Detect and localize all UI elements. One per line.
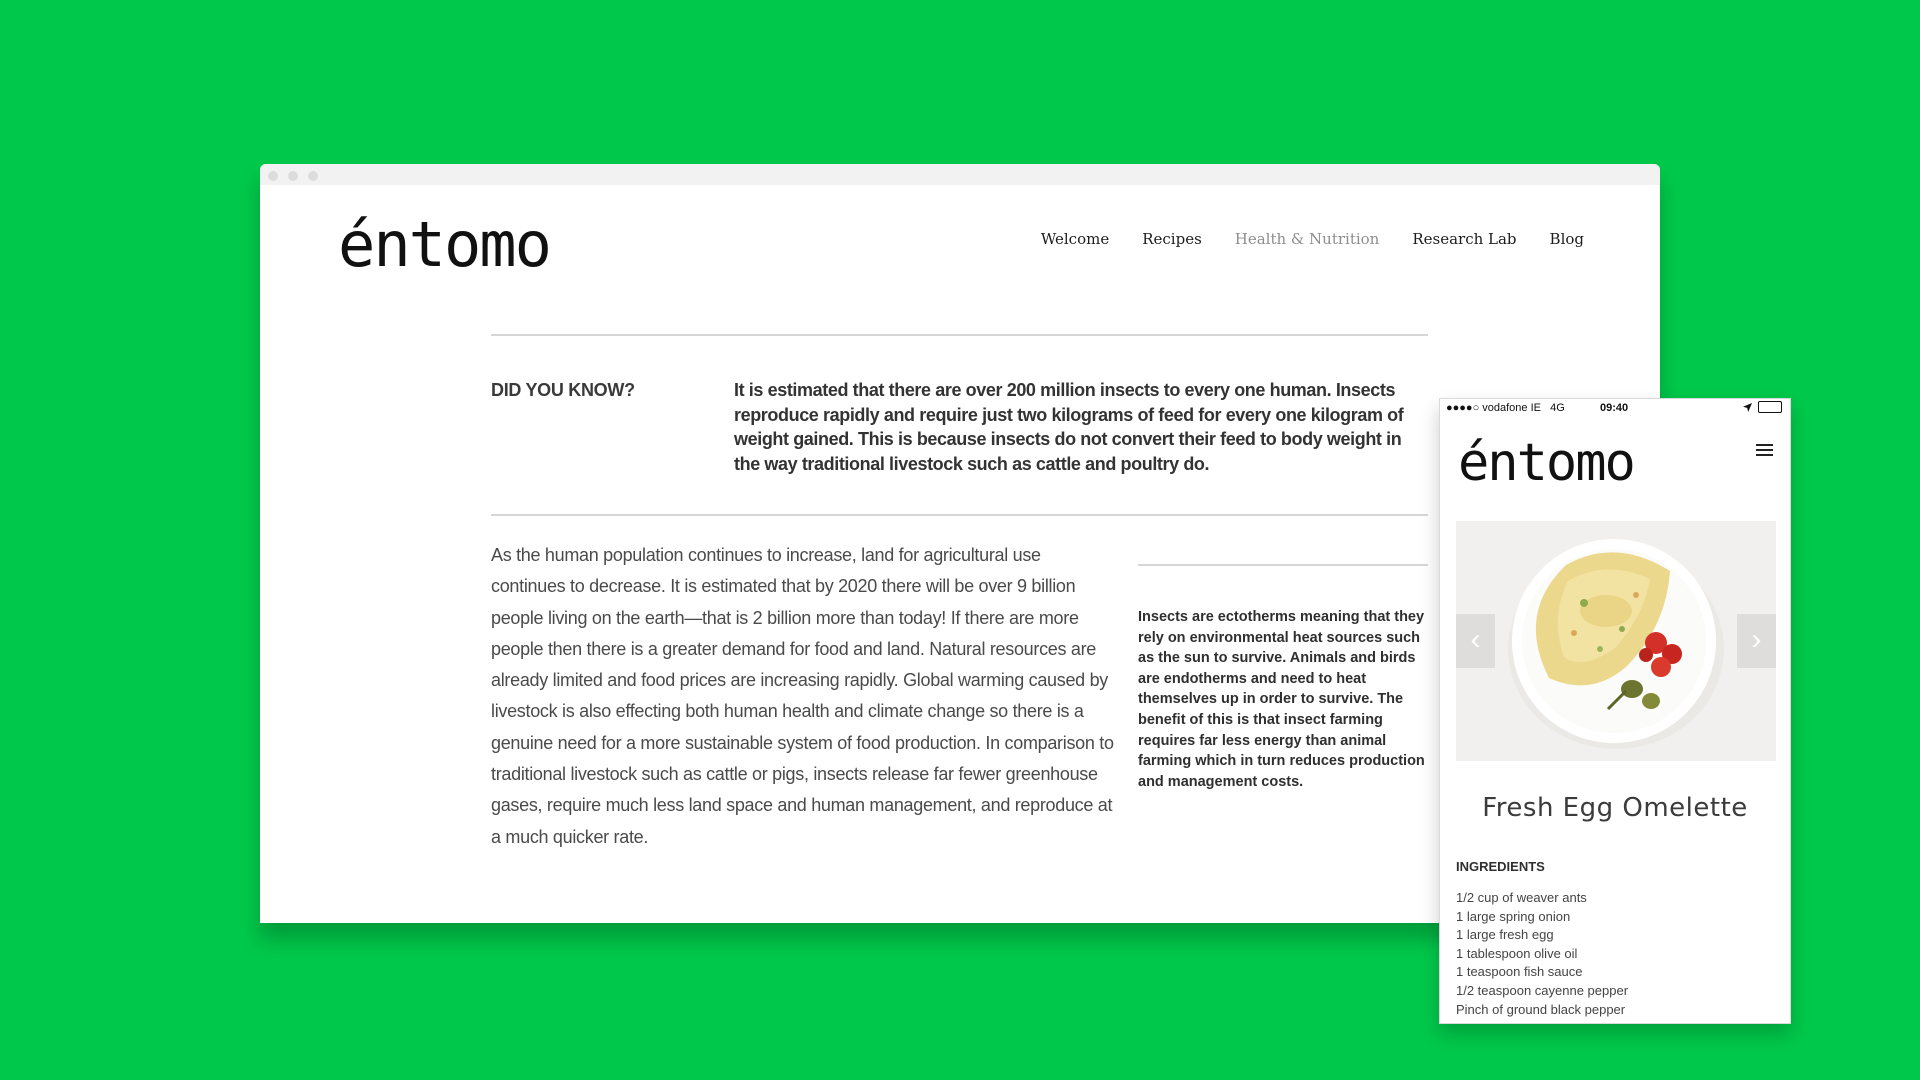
mobile-device (1439, 398, 1791, 1024)
main-nav (1041, 230, 1584, 248)
chevron-left-icon: ‹ (1470, 623, 1481, 656)
recipe-carousel-image (1456, 521, 1776, 761)
close-window-dot[interactable] (268, 171, 278, 181)
location-arrow-icon (1743, 403, 1752, 412)
status-right (1743, 401, 1782, 413)
article-body: As the human population continues to increase, land for agricultural use continues to decrease. It is estimated that by 2020 there will be over 9 billion people living on the earth—that is 2 billion more than today! If there are more people then there is a greater demand for food and land. Natural resources are already limited and food prices are increasing rapidly. Global warming caused by livestock is also effecting both human health and climate change so there is a genuine need for a more sustainable system of food production. In comparison to traditional livestock such as cattle or pigs, insects release far fewer greenhouse gases, require much less land space and human management, and reproduce at a much quicker rate. (491, 545, 1114, 847)
divider-top (491, 334, 1428, 336)
status-bar (1440, 399, 1790, 418)
ingredients-list (1456, 889, 1628, 1019)
list-item: 1/2 teaspoon cayenne pepper (1456, 982, 1629, 998)
network-type: 4G (1550, 402, 1565, 414)
list-item: 1 tablespoon olive oil (1456, 945, 1578, 961)
nav-research-lab[interactable]: Research Lab (1412, 230, 1517, 248)
did-you-know-text: It is estimated that there are over 200 million insects to every one human. Insects reproduce rapidly and require just two kilograms of feed for every one kilogram of weight gained. This is because insects do not convert their feed to body weight in the way traditional livestock such as cattle and poultry do. (734, 380, 1404, 474)
browser-titlebar (260, 164, 1660, 185)
carousel-next[interactable] (1737, 614, 1776, 668)
list-item: 1/2 cup of weaver ants (1456, 890, 1587, 905)
chevron-right-icon: › (1751, 623, 1762, 656)
site-logo[interactable]: éntomo (338, 208, 550, 281)
minimize-window-dot[interactable] (288, 171, 298, 181)
hamburger-icon[interactable] (1756, 444, 1773, 459)
list-item: Pinch of ground black pepper (1456, 1001, 1626, 1017)
carrier-signal: ●●●●○ vodafone IE 4G (1446, 402, 1565, 414)
status-time: 09:40 (1600, 402, 1629, 414)
divider-middle (491, 514, 1428, 516)
recipe-title: Fresh Egg Omelette (1482, 793, 1748, 823)
omelette-photo (1456, 521, 1776, 761)
ingredients-heading: INGREDIENTS (1456, 859, 1545, 874)
list-item: 1 large spring onion (1456, 908, 1571, 924)
battery-icon (1758, 401, 1782, 413)
list-item: 1 teaspoon fish sauce (1456, 964, 1583, 980)
nav-health-nutrition[interactable]: Health & Nutrition (1234, 230, 1380, 248)
side-note: Insects are ectotherms meaning that they rely on environmental heat sources such as the sun to survive. Animals and birds are endotherms and need to heat themselves up in order to survive. The benefit of this is that insect farming requires far less energy than animal farming which in turn reduces production and management costs. (1138, 609, 1425, 790)
list-item: 1 large fresh egg (1456, 927, 1554, 943)
mobile-logo[interactable]: éntomo (1458, 433, 1634, 493)
side-note-divider (1138, 564, 1428, 566)
nav-welcome[interactable]: Welcome (1040, 230, 1110, 248)
maximize-window-dot[interactable] (308, 171, 318, 181)
carousel-prev[interactable] (1456, 614, 1495, 668)
did-you-know-heading: DID YOU KNOW? (491, 380, 635, 400)
nav-recipes[interactable]: Recipes (1142, 230, 1202, 248)
nav-blog[interactable]: Blog (1549, 230, 1584, 248)
